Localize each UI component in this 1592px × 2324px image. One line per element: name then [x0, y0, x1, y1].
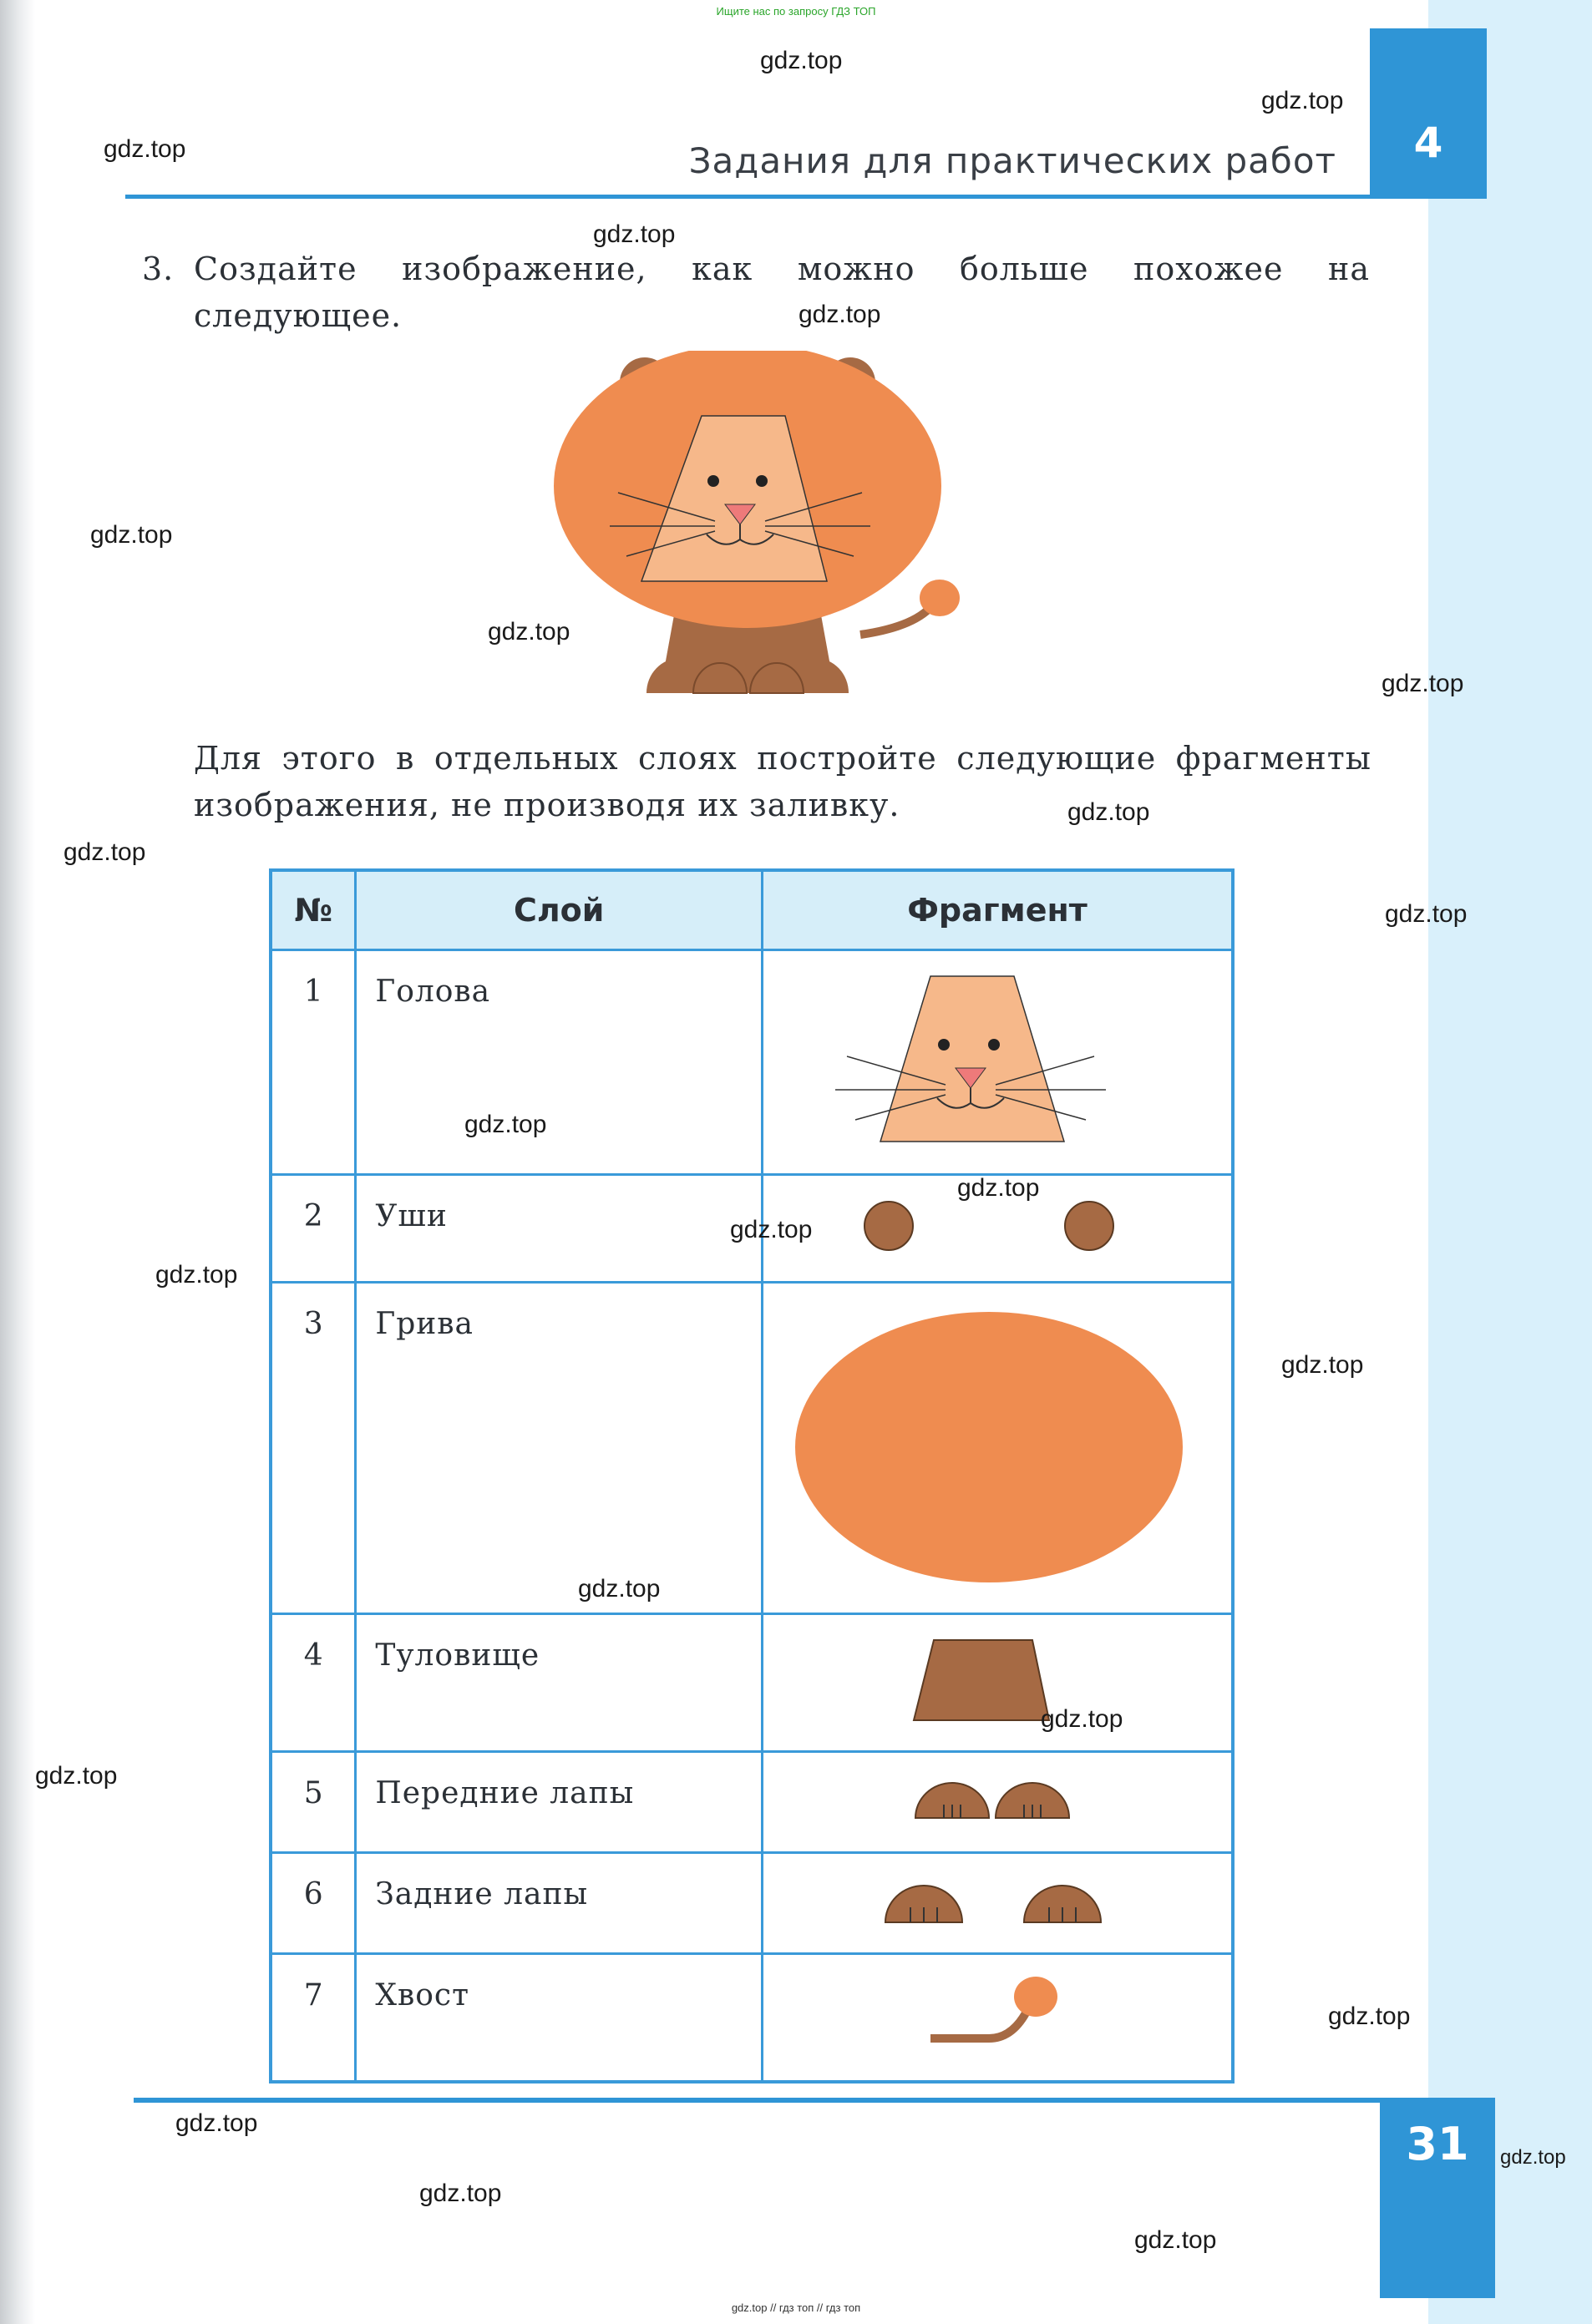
row-layer-name: Голова [356, 950, 763, 1175]
header-fragment: Фрагмент [763, 870, 1234, 950]
header-number: № [271, 870, 356, 950]
fragment-body [763, 1615, 1231, 1747]
watermark: gdz.top [488, 618, 570, 646]
lion-illustration [543, 351, 1011, 701]
chapter-number: 4 [1413, 119, 1443, 167]
table-row [271, 950, 1233, 1175]
fragment-mane [763, 1284, 1231, 1609]
row-number: 5 [271, 1752, 356, 1853]
table-row [271, 1853, 1233, 1954]
task-number: 3. [142, 251, 175, 287]
row-layer-name: Туловище [356, 1614, 763, 1752]
page-number-box [1380, 2098, 1495, 2298]
watermark: gdz.top [593, 220, 676, 248]
fragment-back-paws [763, 1854, 1231, 1949]
watermark: gdz.top [760, 47, 843, 74]
watermark: gdz.top [175, 2109, 258, 2137]
watermark: gdz.top [730, 1216, 813, 1243]
fragment-cell [763, 1752, 1234, 1853]
row-number: 2 [271, 1175, 356, 1283]
row-number: 4 [271, 1614, 356, 1752]
watermark: gdz.top [104, 135, 186, 163]
fragment-cell [763, 1283, 1234, 1614]
watermark: gdz.top [464, 1111, 547, 1138]
book-spine-shadow [0, 0, 35, 2324]
row-layer-name: Передние лапы [356, 1752, 763, 1853]
row-number: 6 [271, 1853, 356, 1954]
watermark: gdz.top [1067, 798, 1150, 826]
header-layer: Слой [356, 870, 763, 950]
row-layer-name: Грива [356, 1283, 763, 1614]
fragment-cell [763, 950, 1234, 1175]
fragment-front-paws [763, 1753, 1231, 1848]
row-number: 3 [271, 1283, 356, 1614]
table-row [271, 1752, 1233, 1853]
watermark: gdz.top [419, 2180, 502, 2207]
task-text: Создайте изображение, как можно больше похожее на следующее. [194, 251, 1370, 334]
watermark: gdz.top [1281, 1351, 1364, 1379]
watermark: gdz.top [1382, 670, 1464, 697]
watermark: gdz.top [1261, 87, 1344, 114]
watermark: gdz.top [63, 838, 146, 866]
table-header-row [271, 870, 1233, 950]
lion-tail-tip [920, 580, 960, 616]
fragment-tail [763, 1955, 1231, 2077]
page-side-band [1428, 0, 1592, 2324]
chapter-number-box [1370, 28, 1487, 199]
fragment-cell [763, 1614, 1234, 1752]
watermark: gdz.top [957, 1174, 1040, 1202]
lion-right-eye [756, 475, 768, 487]
watermark: gdz.top [1385, 900, 1468, 928]
watermark: gdz.top [1500, 2146, 1566, 2169]
watermark: gdz.top [1328, 2002, 1411, 2030]
fragment-head [763, 951, 1231, 1170]
watermark: gdz.top [35, 1762, 118, 1790]
task-statement [142, 246, 1370, 339]
instruction-text: Для этого в отдельных слоях постройте следующие фрагменты изображения, не производя их заливку. [194, 740, 1371, 823]
top-banner: Ищите нас по запросу ГДЗ ТОП [716, 5, 876, 18]
lion-left-eye [707, 475, 719, 487]
row-number: 7 [271, 1954, 356, 2083]
layers-table [269, 868, 1235, 2083]
table-row [271, 1283, 1233, 1614]
fragment-cell [763, 1954, 1234, 2083]
header-rule [125, 195, 1370, 199]
row-number: 1 [271, 950, 356, 1175]
watermark: gdz.top [1134, 2226, 1217, 2254]
table-row [271, 1954, 1233, 2083]
watermark: gdz.top [90, 521, 173, 549]
bottom-banner: gdz.top // гдз топ // гдз топ [731, 2301, 861, 2314]
row-layer-name: Хвост [356, 1954, 763, 2083]
row-layer-name: Уши [356, 1175, 763, 1283]
page-header-title: Задания для практических работ [688, 140, 1336, 181]
fragment-cell [763, 1853, 1234, 1954]
watermark: gdz.top [1041, 1705, 1123, 1733]
watermark: gdz.top [799, 301, 881, 328]
page-number: 31 [1406, 2118, 1469, 2170]
watermark: gdz.top [155, 1261, 238, 1289]
row-layer-name: Задние лапы [356, 1853, 763, 1954]
watermark: gdz.top [578, 1575, 661, 1602]
footer-rule [134, 2098, 1495, 2103]
